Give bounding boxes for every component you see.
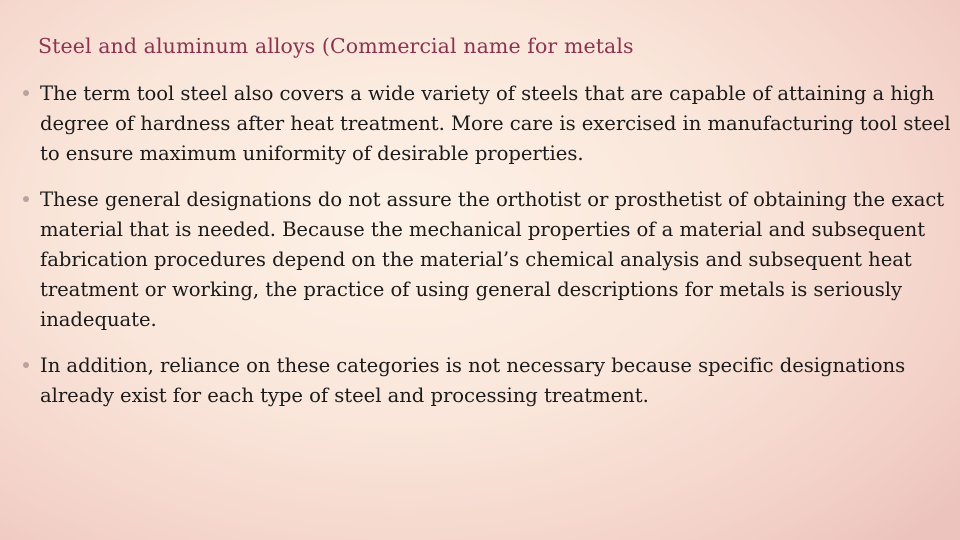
bullet-item [0, 185, 960, 335]
bullet-item [0, 351, 960, 411]
bullet-item [0, 79, 960, 169]
bullet-dot-icon [23, 90, 29, 96]
bullet-list [0, 79, 960, 411]
bullet-text: These general designations do not assure the orthotist or prosthetist of obtaining the exact material that is needed. Because the mechanical properties of a material and subsequent fabrication procedures depend on the material’s chemical analysis and subsequent heat treatment or working, the practice of using general descriptions for metals is seriously inadequate. [40, 188, 945, 331]
slide-title: Steel and aluminum alloys (Commercial name for metals [38, 34, 634, 58]
bullet-text: In addition, reliance on these categories is not necessary because specific designations already exist for each type of steel and processing treatment. [40, 354, 906, 407]
bullet-text: The term tool steel also covers a wide variety of steels that are capable of attaining a high degree of hardness after heat treatment. More care is exercised in manufacturing tool steel to ensure maximum uniformity of desirable properties. [40, 82, 951, 165]
bullet-dot-icon [23, 196, 29, 202]
bullet-dot-icon [23, 362, 29, 368]
